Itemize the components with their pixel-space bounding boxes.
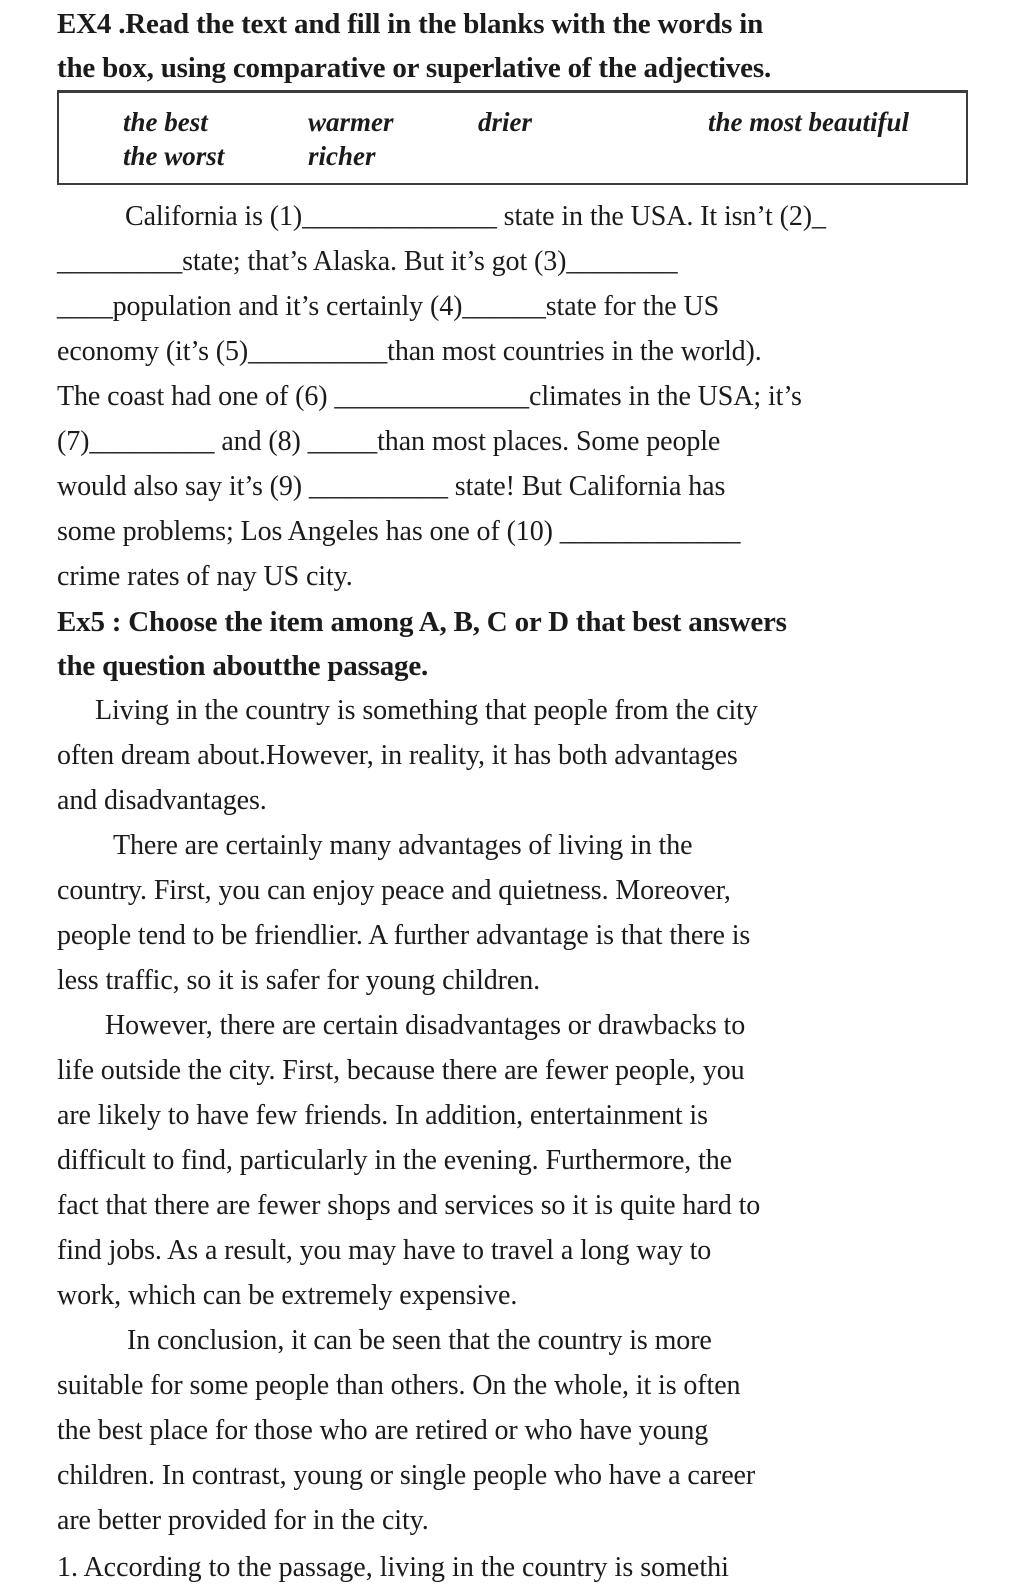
ex5-passage-paragraph-2	[57, 823, 968, 1003]
text-line: suitable for some people than others. On the whole, it is often	[57, 1370, 741, 1401]
ex5-passage-paragraph-4	[57, 1318, 968, 1543]
ex4-heading-line-2: the box, using comparative or superlative of the adjectives.	[57, 52, 771, 84]
text-line: work, which can be extremely expensive.	[57, 1280, 518, 1311]
text-line: find jobs. As a result, you may have to travel a long way to	[57, 1235, 712, 1266]
text-line: There are certainly many advantages of living in the	[113, 830, 693, 861]
text-line: would also say it’s (9) __________ state! But California has	[57, 471, 726, 502]
text-line: Living in the country is something that people from the city	[95, 695, 758, 726]
word-option-the-worst: the worst	[123, 141, 225, 171]
word-option-the-most-beautiful: the most beautiful	[708, 107, 910, 137]
text-line: are likely to have few friends. In addition, entertainment is	[57, 1100, 708, 1131]
word-box	[57, 90, 968, 185]
word-option-the-best: the best	[123, 107, 208, 137]
text-line: some problems; Los Angeles has one of (10) _____________	[57, 516, 741, 547]
ex5-heading-line-2: the question aboutthe passage.	[57, 650, 429, 682]
word-box-row-2	[123, 139, 958, 173]
text-line: economy (it’s (5)__________than most countries in the world).	[57, 336, 762, 367]
ex4-fill-in-passage	[57, 194, 968, 599]
text-line: ____population and it’s certainly (4)______state for the US	[57, 291, 720, 322]
ex4-heading	[57, 2, 968, 90]
ex5-passage-paragraph-1	[57, 688, 968, 823]
text-line: _________state; that’s Alaska. But it’s got (3)________	[57, 246, 678, 277]
word-box-row-1	[123, 105, 958, 139]
word-option-richer: richer	[308, 141, 376, 171]
ex5-heading-line-1: Ex5 : Choose the item among A, B, C or D that best answers	[57, 606, 787, 638]
text-line: less traffic, so it is safer for young children.	[57, 965, 540, 996]
text-line: are better provided for in the city.	[57, 1505, 429, 1536]
word-option-warmer: warmer	[308, 107, 394, 137]
text-line: The coast had one of (6) ______________climates in the USA; it’s	[57, 381, 802, 412]
text-line: life outside the city. First, because there are fewer people, you	[57, 1055, 745, 1086]
ex5-heading	[57, 600, 968, 688]
text-line: (7)_________ and (8) _____than most places. Some people	[57, 426, 721, 457]
ex4-heading-line-1: EX4 .Read the text and fill in the blanks with the words in	[57, 8, 764, 40]
text-line: often dream about.However, in reality, it has both advantages	[57, 740, 738, 771]
text-line: and disadvantages.	[57, 785, 267, 816]
clipped-question-line: 1. According to the passage, living in the country is somethi	[57, 1552, 729, 1583]
text-line: California is (1)______________ state in the USA. It isn’t (2)_	[125, 201, 826, 232]
text-line: people tend to be friendlier. A further advantage is that there is	[57, 920, 751, 951]
text-line: difficult to find, particularly in the evening. Furthermore, the	[57, 1145, 733, 1176]
text-line: the best place for those who are retired or who have young	[57, 1415, 709, 1446]
text-line: crime rates of nay US city.	[57, 561, 353, 592]
text-line: In conclusion, it can be seen that the country is more	[127, 1325, 712, 1356]
text-line: country. First, you can enjoy peace and quietness. Moreover,	[57, 875, 731, 906]
text-line: However, there are certain disadvantages or drawbacks to	[105, 1010, 746, 1041]
word-option-drier: drier	[478, 107, 532, 137]
text-line: fact that there are fewer shops and services so it is quite hard to	[57, 1190, 761, 1221]
text-line: children. In contrast, young or single people who have a career	[57, 1460, 756, 1491]
ex5-passage-paragraph-3	[57, 1003, 968, 1318]
